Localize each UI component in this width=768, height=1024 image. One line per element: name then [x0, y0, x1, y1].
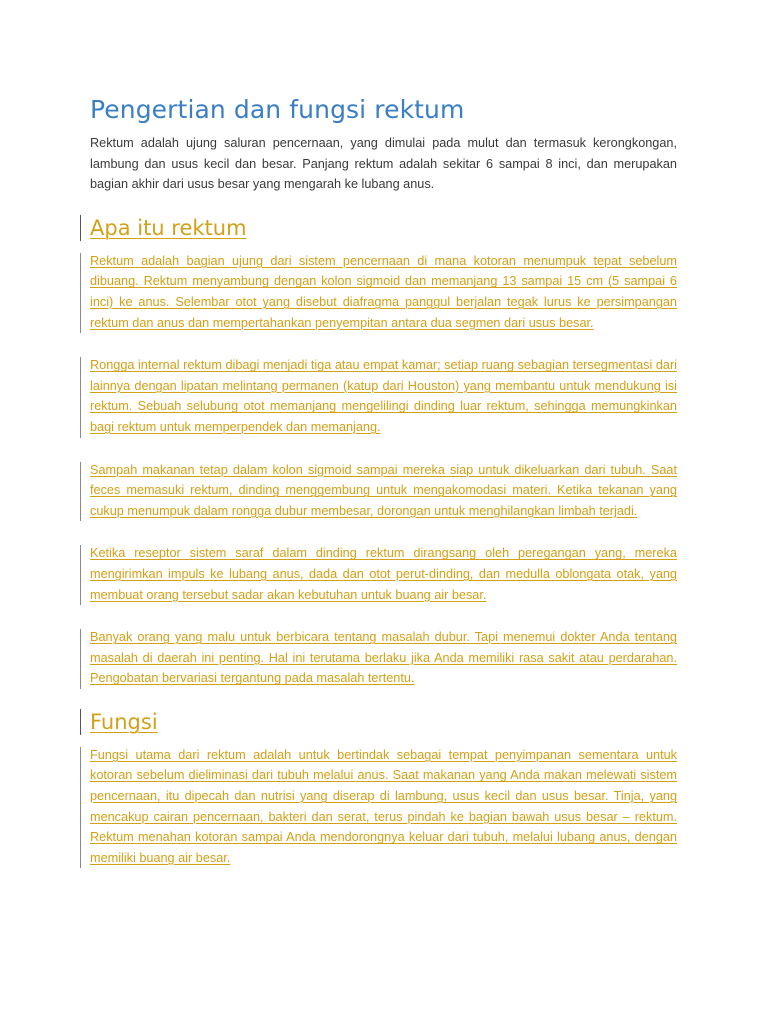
- page-title: Pengertian dan fungsi rektum: [90, 95, 465, 124]
- paragraph-link[interactable]: Rektum adalah bagian ujung dari sistem pencernaan di mana kotoran menumpuk tepat sebelum dibuang. Rektum menyambung dengan kolon sigmoid dan memanjang 13 sampai 15 cm (5 sampai 6 inci) ke anus. Selembar otot yang disebut diafragma panggul berjalan tegak lurus ke persimpangan rektum dan anus dan mempertahankan penyempitan antara dua segmen dari usus besar.: [90, 253, 677, 330]
- paragraph-block: [90, 355, 677, 437]
- paragraph-block: [90, 627, 677, 689]
- paragraph-link[interactable]: Ketika reseptor sistem saraf dalam dinding rektum dirangsang oleh peregangan yang, mereka mengirimkan impuls ke lubang anus, dada dan otot perut-dinding, dan medulla oblongata otak, yang membuat orang tersebut sadar akan kebutuhan untuk buang air besar.: [90, 546, 677, 602]
- paragraph-block: [90, 543, 677, 605]
- document-page: [90, 92, 677, 868]
- paragraph-block: [90, 251, 677, 333]
- section-heading-link[interactable]: Fungsi: [90, 707, 677, 737]
- paragraph-link[interactable]: Fungsi utama dari rektum adalah untuk bertindak sebagai tempat penyimpanan sementara untuk kotoran sebelum dieliminasi dari tubuh melalui anus. Saat makanan yang Anda makan melewati sistem pencernaan, itu dipecah dan nutrisi yang diserap di lambung, usus kecil dan usus besar. Tinja, yang mencakup cairan pencernaan, bakteri dan serat, terus pindah ke bagian bawah usus besar – rektum. Rektum menahan kotoran sampai Anda mendorongnya keluar dari tubuh, melalui lubang anus, dengan memiliki buang air besar.: [90, 747, 677, 865]
- paragraph-block: [90, 745, 677, 869]
- paragraph-link[interactable]: Banyak orang yang malu untuk berbicara tentang masalah dubur. Tapi menemui dokter Anda tentang masalah di daerah ini penting. Hal ini terutama berlaku jika Anda memiliki rasa sakit atau perdarahan. Pengobatan bervariasi tergantung pada masalah tertentu.: [90, 630, 677, 686]
- section-fungsi: [90, 707, 677, 869]
- paragraph-link[interactable]: Rongga internal rektum dibagi menjadi tiga atau empat kamar; setiap ruang sebagian tersegmentasi dari lainnya dengan lipatan melintang permanen (katup dari Houston) yang membantu untuk mendukung isi rektum. Sebuah selubung otot memanjang mengelilingi dinding luar rektum, sehingga memungkinkan bagi rektum untuk memperpendek dan memanjang.: [90, 358, 677, 434]
- section-heading-link[interactable]: Apa itu rektum: [90, 213, 677, 243]
- paragraph-block: [90, 460, 677, 522]
- intro-paragraph: Rektum adalah ujung saluran pencernaan, yang dimulai pada mulut dan termasuk kerongkongan, lambung dan usus kecil dan besar. Panjang rektum adalah sekitar 6 sampai 8 inci, dan merupakan bagian akhir dari usus besar yang mengarah ke lubang anus.: [90, 136, 677, 192]
- paragraph-link[interactable]: Sampah makanan tetap dalam kolon sigmoid sampai mereka siap untuk dikeluarkan dari tubuh. Saat feces memasuki rektum, dinding menggembung untuk mengakomodasi materi. Ketika tekanan yang cukup menumpuk dalam rongga dubur membesar, dorongan untuk menghilangkan limbah terjadi.: [90, 462, 677, 518]
- section-apa-itu-rektum: [90, 213, 677, 689]
